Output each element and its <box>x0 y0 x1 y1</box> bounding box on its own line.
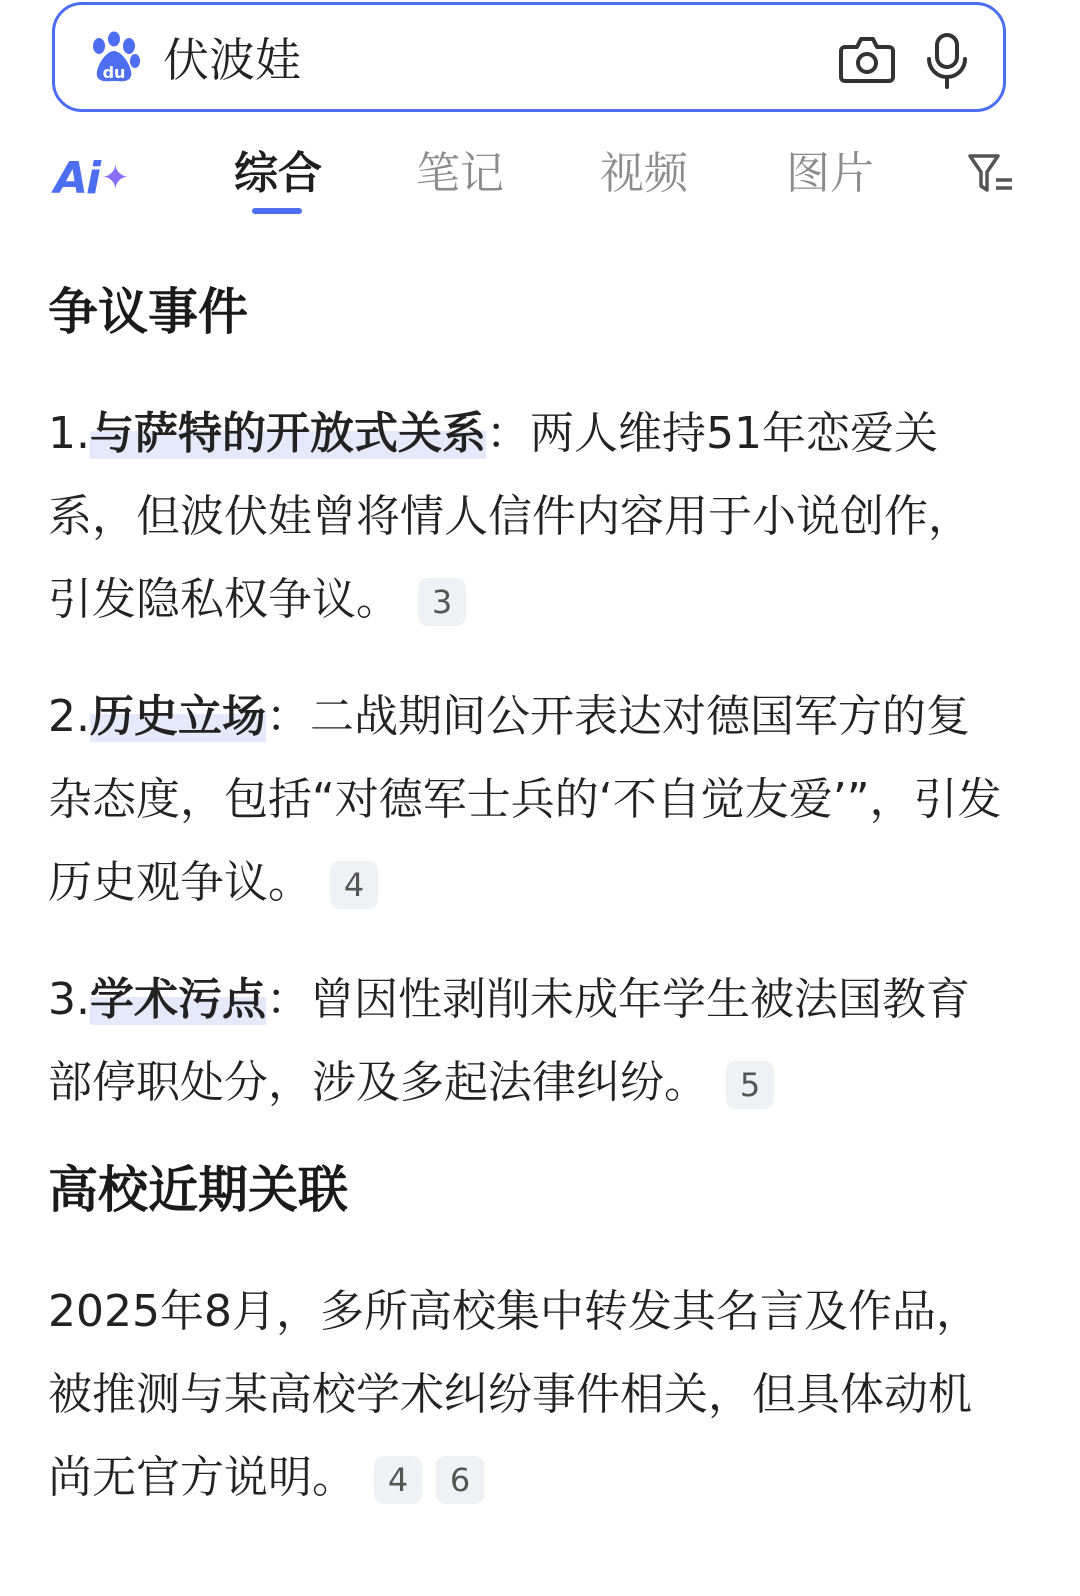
citation-badge[interactable]: 3 <box>418 578 466 626</box>
item-text: 二战期间公开表达对德国军方的复杂态度，包括“对德军士兵的‘不自觉友爱’”，引发历史观争议。 <box>48 691 1002 908</box>
tab-notes[interactable]: 笔记 <box>416 148 504 199</box>
tab-videos[interactable]: 视频 <box>600 148 688 199</box>
ai-answer-content <box>48 270 1008 1519</box>
item-title: 学术污点 <box>89 974 266 1025</box>
tab-ai[interactable] <box>54 148 130 208</box>
tab-images[interactable]: 图片 <box>786 148 874 199</box>
microphone-icon[interactable] <box>925 33 969 89</box>
citation-badge[interactable]: 4 <box>330 861 378 909</box>
list-item <box>48 675 1008 924</box>
tab-comprehensive[interactable]: 综合 <box>234 148 322 199</box>
item-text: 两人维持51年恋爱关系，但波伏娃曾将情人信件内容用于小说创作，引发隐私权争议。 <box>48 408 972 625</box>
svg-text:du: du <box>102 63 126 82</box>
citation-badge[interactable]: 6 <box>436 1456 484 1504</box>
item-number: 1. <box>48 408 90 459</box>
section-heading: 高校近期关联 <box>48 1161 348 1219</box>
search-box[interactable] <box>52 2 1006 112</box>
tab-bar <box>0 138 1080 218</box>
baidu-paw-icon <box>87 31 141 85</box>
citation-badge[interactable]: 5 <box>726 1061 774 1109</box>
camera-icon[interactable] <box>839 33 895 85</box>
ai-label: Ai <box>54 152 100 204</box>
search-input[interactable]: 伏波娃 <box>163 33 301 87</box>
paragraph <box>48 1270 1008 1519</box>
list-item <box>48 392 1008 641</box>
citation-badge[interactable]: 4 <box>374 1456 422 1504</box>
item-title: 历史立场 <box>89 691 266 742</box>
item-number: 3. <box>48 974 90 1025</box>
item-text: 曾因性剥削未成年学生被法国教育部停职处分，涉及多起法律纠纷。 <box>48 974 970 1108</box>
item-number: 2. <box>48 691 90 742</box>
item-separator: ： <box>265 974 310 1025</box>
paragraph-text: 2025年8月，多所高校集中转发其名言及作品，被推测与某高校学术纠纷事件相关，但具体动机尚无官方说明。 <box>48 1286 980 1503</box>
filter-icon[interactable] <box>966 150 1014 198</box>
list-item <box>48 958 1008 1124</box>
item-separator: ： <box>485 408 530 459</box>
sparkle-icon: ✦ <box>101 158 130 198</box>
item-separator: ： <box>265 691 310 742</box>
active-tab-indicator <box>252 208 302 214</box>
section-heading: 争议事件 <box>48 283 248 341</box>
item-title: 与萨特的开放式关系 <box>89 408 486 459</box>
